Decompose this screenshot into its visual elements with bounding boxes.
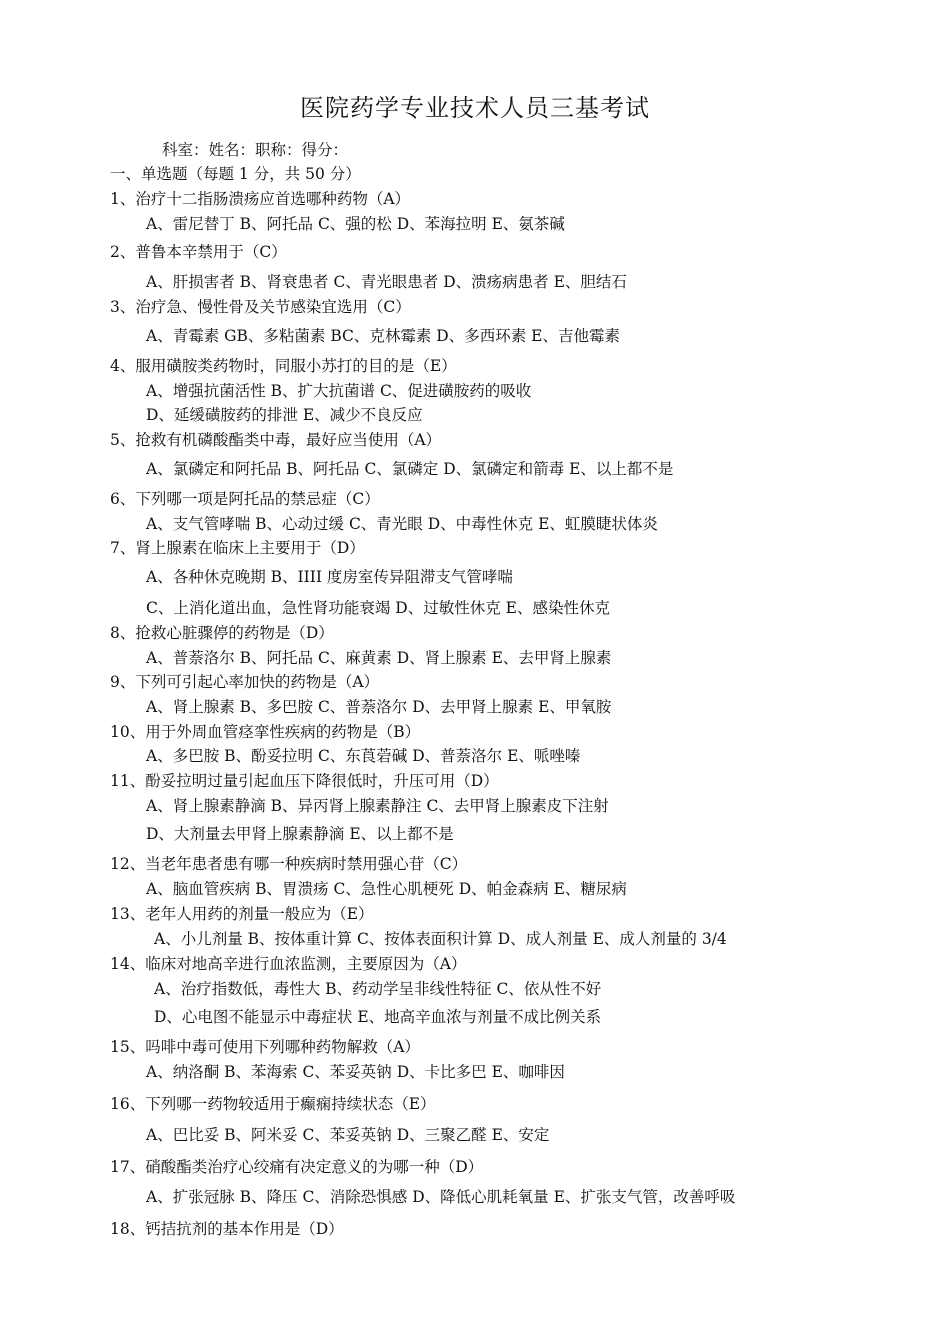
question-5: 5、抢救有机磷酸酯类中毒，最好应当使用（A） xyxy=(110,431,442,449)
question-3-options: A、青霉素 GB、多粘菌素 BC、克林霉素 D、多西环素 E、吉他霉素 xyxy=(146,327,620,345)
question-12-options: A、脑血管疾病 B、胃溃疡 C、急性心肌梗死 D、帕金森病 E、糖尿病 xyxy=(146,880,627,898)
question-10: 10、用于外周血管痉挛性疾病的药物是（B） xyxy=(110,723,421,741)
question-11-options-2: D、大剂量去甲肾上腺素静滴 E、以上都不是 xyxy=(146,825,454,843)
question-5-options: A、氯磷定和阿托品 B、阿托品 C、氯磷定 D、氯磷定和箭毒 E、以上都不是 xyxy=(146,460,674,478)
section-heading: 一、单选题（每题 1 分，共 50 分） xyxy=(110,165,361,183)
question-14-options-1: A、治疗指数低，毒性大 B、药动学呈非线性特征 C、依从性不好 xyxy=(154,980,602,998)
question-4: 4、服用磺胺类药物时，同服小苏打的目的是（E） xyxy=(110,357,457,375)
question-12: 12、当老年患者患有哪一种疾病时禁用强心苷（C） xyxy=(110,855,468,873)
question-9: 9、下列可引起心率加快的药物是（A） xyxy=(110,673,380,691)
question-3: 3、治疗急、慢性骨及关节感染宜选用（C） xyxy=(110,298,411,316)
exam-info-fields: 科室：姓名：职称：得分： xyxy=(162,141,349,159)
question-13: 13、老年人用药的剂量一般应为（E） xyxy=(110,905,374,923)
question-11: 11、酚妥拉明过量引起血压下降很低时，升压可用（D） xyxy=(110,772,499,790)
question-17: 17、硝酸酯类治疗心绞痛有决定意义的为哪一种（D） xyxy=(110,1158,484,1176)
question-8-options: A、普萘洛尔 B、阿托品 C、麻黄素 D、肾上腺素 E、去甲肾上腺素 xyxy=(146,649,612,667)
question-13-options: A、小儿剂量 B、按体重计算 C、按体表面积计算 D、成人剂量 E、成人剂量的 3/4 xyxy=(154,930,727,948)
question-9-options: A、肾上腺素 B、多巴胺 C、普萘洛尔 D、去甲肾上腺素 E、甲氧胺 xyxy=(146,698,612,716)
question-16: 16、下列哪一药物较适用于癫痫持续状态（E） xyxy=(110,1095,436,1113)
question-1: 1、治疗十二指肠溃疡应首选哪种药物（A） xyxy=(110,190,411,208)
question-16-options: A、巴比妥 B、阿米妥 C、苯妥英钠 D、三聚乙醛 E、安定 xyxy=(146,1126,550,1144)
question-15: 15、吗啡中毒可使用下列哪种药物解救（A） xyxy=(110,1038,420,1056)
question-6-options: A、支气管哮喘 B、心动过缓 C、青光眼 D、中毒性休克 E、虹膜睫状体炎 xyxy=(146,515,658,533)
question-11-options-1: A、肾上腺素静滴 B、异丙肾上腺素静注 C、去甲肾上腺素皮下注射 xyxy=(146,797,609,815)
question-7: 7、肾上腺素在临床上主要用于（D） xyxy=(110,539,365,557)
question-14: 14、临床对地高辛进行血浓监测，主要原因为（A） xyxy=(110,955,467,973)
question-17-options: A、扩张冠脉 B、降压 C、消除恐惧感 D、降低心肌耗氧量 E、扩张支气管，改善呼吸 xyxy=(146,1188,736,1206)
question-15-options: A、纳洛酮 B、苯海索 C、苯妥英钠 D、卡比多巴 E、咖啡因 xyxy=(146,1063,565,1081)
question-10-options: A、多巴胺 B、酚妥拉明 C、东莨菪碱 D、普萘洛尔 E、哌唑嗪 xyxy=(146,747,581,765)
page-title: 医院药学专业技术人员三基考试 xyxy=(300,94,650,122)
question-7-options-2: C、上消化道出血，急性肾功能衰竭 D、过敏性休克 E、感染性休克 xyxy=(146,599,610,617)
question-1-options: A、雷尼替丁 B、阿托品 C、强的松 D、苯海拉明 E、氨茶碱 xyxy=(146,215,565,233)
question-2-options: A、肝损害者 B、肾衰患者 C、青光眼患者 D、溃疡病患者 E、胆结石 xyxy=(146,273,627,291)
question-2: 2、普鲁本辛禁用于（C） xyxy=(110,243,287,261)
question-4-options-2: D、延缓磺胺药的排泄 E、减少不良反应 xyxy=(146,406,423,424)
question-6: 6、下列哪一项是阿托品的禁忌症（C） xyxy=(110,490,380,508)
question-18: 18、钙拮抗剂的基本作用是（D） xyxy=(110,1220,344,1238)
question-7-options-1: A、各种休克晚期 B、IIII 度房室传异阻滞支气管哮喘 xyxy=(146,568,513,586)
question-4-options-1: A、增强抗菌活性 B、扩大抗菌谱 C、促进磺胺药的吸收 xyxy=(146,382,532,400)
question-8: 8、抢救心脏骤停的药物是（D） xyxy=(110,624,334,642)
question-14-options-2: D、心电图不能显示中毒症状 E、地高辛血浓与剂量不成比例关系 xyxy=(154,1008,602,1026)
